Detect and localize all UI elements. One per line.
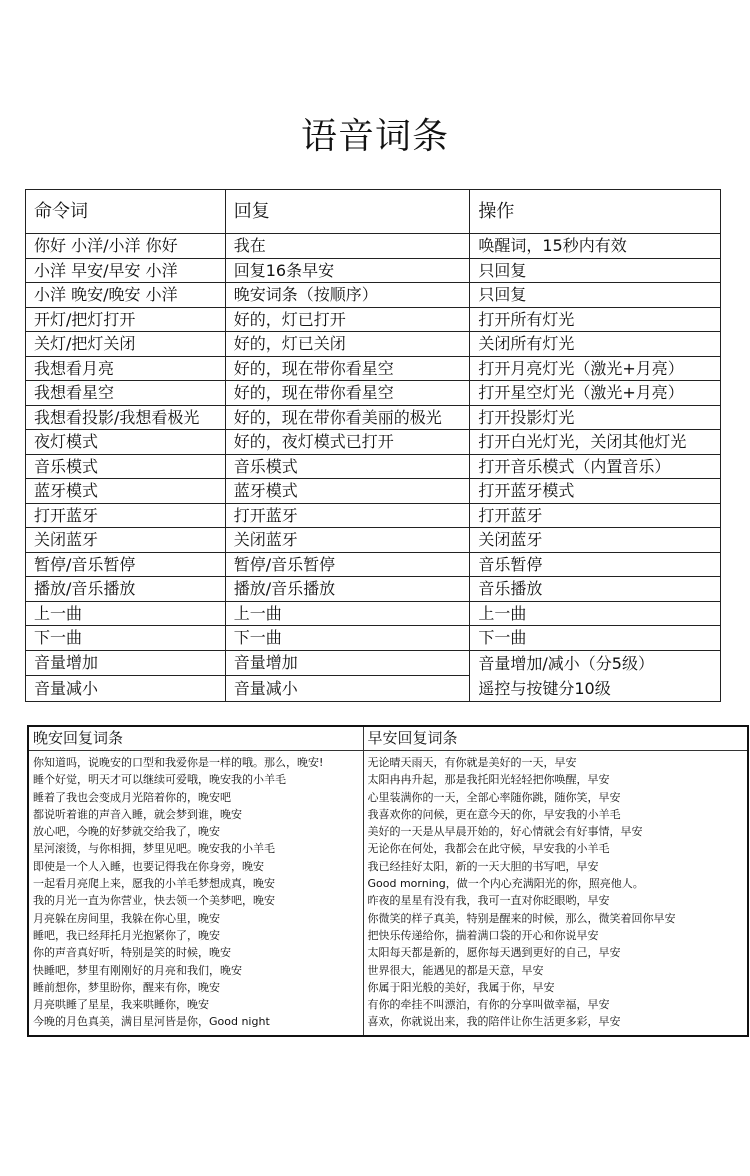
action-cell: 打开音乐模式（内置音乐） — [470, 454, 721, 479]
page-title: 语音词条 — [300, 116, 449, 157]
good-night-line: 月亮躲在房间里，我躲在你心里，晚安 — [33, 911, 220, 925]
action-cell: 只回复 — [470, 258, 721, 283]
table-row — [26, 479, 721, 504]
action-cell: 下一曲 — [470, 626, 721, 651]
good-morning-line: 喜欢，你就说出来，我的陪伴让你生活更多彩，早安 — [367, 1015, 621, 1029]
reply-header-row — [28, 726, 748, 751]
table-row — [26, 503, 721, 528]
good-night-line: 即使是一个人入睡，也要记得我在你身旁，晚安 — [33, 859, 264, 873]
table-row — [26, 258, 721, 283]
good-night-list — [28, 751, 363, 1036]
reply-body-row — [28, 751, 748, 1036]
header-command: 命令词 — [26, 190, 226, 234]
command-cell: 关闭蓝牙 — [26, 528, 226, 553]
command-cell: 音乐模式 — [26, 454, 226, 479]
volume-action-line: 遥控与按键分10级 — [478, 678, 611, 698]
command-cell: 我想看月亮 — [26, 356, 226, 381]
table-row — [26, 234, 721, 259]
action-cell: 音乐暂停 — [470, 552, 721, 577]
reply-cell: 关闭蓝牙 — [225, 528, 470, 553]
command-cell: 关灯/把灯关闭 — [26, 332, 226, 357]
table-row — [26, 577, 721, 602]
action-cell: 只回复 — [470, 283, 721, 308]
volume-action-cell — [470, 650, 721, 701]
good-night-line: 一起看月亮爬上来，愿我的小羊毛梦想成真，晚安 — [33, 877, 275, 891]
good-night-line: 月亮哄睡了星星，我来哄睡你，晚安 — [33, 998, 209, 1012]
command-cell: 开灯/把灯打开 — [26, 307, 226, 332]
reply-cell: 我在 — [225, 234, 470, 259]
command-cell: 夜灯模式 — [26, 430, 226, 455]
good-night-line: 睡前想你，梦里盼你，醒来有你，晚安 — [33, 980, 220, 994]
good-morning-line: 我已经挂好太阳，新的一天大胆的书写吧，早安 — [367, 859, 599, 873]
good-night-line: 我的月光一直为你营业，快去领一个美梦吧，晚安 — [33, 894, 275, 908]
action-cell: 唤醒词，15秒内有效 — [470, 234, 721, 259]
table-row — [26, 405, 721, 430]
command-cell: 小洋 早安/早安 小洋 — [26, 258, 226, 283]
header-reply: 回复 — [225, 190, 470, 234]
action-cell: 关闭所有灯光 — [470, 332, 721, 357]
table-row — [26, 356, 721, 381]
table-row — [26, 307, 721, 332]
good-night-line: 你知道吗，说晚安的口型和我爱你是一样的哦。那么，晚安! — [33, 756, 324, 769]
good-morning-line: 美好的一天是从早晨开始的，好心情就会有好事情，早安 — [367, 825, 643, 839]
table-row — [26, 454, 721, 479]
command-cell: 下一曲 — [26, 626, 226, 651]
command-cell: 我想看星空 — [26, 381, 226, 406]
command-cell: 打开蓝牙 — [26, 503, 226, 528]
good-morning-line: 太阳每天都是新的，愿你每天遇到更好的自己，早安 — [367, 946, 621, 960]
good-morning-list — [363, 751, 748, 1036]
reply-cell: 暂停/音乐暂停 — [225, 552, 470, 577]
action-cell: 音乐播放 — [470, 577, 721, 602]
action-cell: 上一曲 — [470, 601, 721, 626]
header-action: 操作 — [470, 190, 721, 234]
good-morning-line: 世界很大，能遇见的都是天意，早安 — [367, 963, 544, 977]
reply-cell: 好的，现在带你看星空 — [225, 381, 470, 406]
table-row — [26, 283, 721, 308]
table-row — [26, 332, 721, 357]
reply-cell: 好的，灯已打开 — [225, 307, 470, 332]
command-table — [25, 189, 721, 702]
reply-cell: 晚安词条（按顺序） — [225, 283, 470, 308]
command-cell: 蓝牙模式 — [26, 479, 226, 504]
good-night-line: 睡吧，我已经拜托月光抱紧你了，晚安 — [33, 928, 220, 942]
good-night-line: 快睡吧，梦里有刚刚好的月亮和我们，晚安 — [33, 963, 242, 977]
action-cell: 打开投影灯光 — [470, 405, 721, 430]
reply-cell: 蓝牙模式 — [225, 479, 470, 504]
volume-action-line: 音量增加/减小（分5级） — [478, 653, 654, 673]
reply-cell: 下一曲 — [225, 626, 470, 651]
action-cell: 打开蓝牙 — [470, 503, 721, 528]
reply-cell: 回复16条早安 — [225, 258, 470, 283]
good-morning-line: 你属于阳光般的美好，我属于你，早安 — [367, 980, 555, 994]
table-row — [26, 430, 721, 455]
good-night-line: 你的声音真好听，特别是笑的时候，晚安 — [33, 946, 231, 960]
good-morning-line: 心里装满你的一天，全部心率随你跳，随你笑，早安 — [367, 790, 621, 804]
good-morning-line: 太阳冉冉升起，那是我托阳光轻轻把你唤醒，早安 — [367, 773, 610, 787]
good-morning-line: 你微笑的样子真美，特别是醒来的时候，那么，微笑着回你早安 — [367, 911, 676, 925]
action-cell: 打开月亮灯光（激光+月亮） — [470, 356, 721, 381]
table-row — [26, 601, 721, 626]
good-morning-line: 有你的牵挂不叫漂泊，有你的分享叫做幸福，早安 — [367, 998, 610, 1012]
command-cell: 上一曲 — [26, 601, 226, 626]
good-night-line: 都说听着谁的声音入睡，就会梦到谁，晚安 — [33, 807, 242, 821]
table-row — [26, 552, 721, 577]
reply-cell: 音乐模式 — [225, 454, 470, 479]
reply-cell: 好的，现在带你看星空 — [225, 356, 470, 381]
table-row — [26, 381, 721, 406]
command-cell: 播放/音乐播放 — [26, 577, 226, 602]
reply-cell: 好的，现在带你看美丽的极光 — [225, 405, 470, 430]
reply-table — [27, 725, 749, 1037]
command-cell: 你好 小洋/小洋 你好 — [26, 234, 226, 259]
command-cell: 音量减小 — [26, 676, 226, 702]
command-cell: 音量增加 — [26, 650, 226, 676]
table-row — [26, 626, 721, 651]
reply-cell: 打开蓝牙 — [225, 503, 470, 528]
reply-cell: 好的，夜灯模式已打开 — [225, 430, 470, 455]
reply-cell: 音量减小 — [225, 676, 470, 702]
good-morning-line: 无论你在何处，我都会在此守候，早安我的小羊毛 — [367, 842, 610, 856]
good-morning-line: 我喜欢你的问候，更在意今天的你，早安我的小羊毛 — [367, 807, 621, 821]
reply-cell: 上一曲 — [225, 601, 470, 626]
command-cell: 我想看投影/我想看极光 — [26, 405, 226, 430]
good-morning-line: 把快乐传递给你，揣着满口袋的开心和你说早安 — [367, 928, 599, 942]
reply-cell: 音量增加 — [225, 650, 470, 676]
command-cell: 小洋 晚安/晚安 小洋 — [26, 283, 226, 308]
table-row — [26, 528, 721, 553]
header-good-night: 晚安回复词条 — [28, 726, 363, 751]
action-cell: 打开所有灯光 — [470, 307, 721, 332]
reply-cell: 播放/音乐播放 — [225, 577, 470, 602]
action-cell: 打开蓝牙模式 — [470, 479, 721, 504]
good-morning-line: 无论晴天雨天，有你就是美好的一天，早安 — [367, 756, 577, 769]
good-morning-line: 昨夜的星星有没有我，我可一直对你眨眼哟，早安 — [367, 894, 610, 908]
action-cell: 关闭蓝牙 — [470, 528, 721, 553]
table-row — [26, 650, 721, 676]
action-cell: 打开星空灯光（激光+月亮） — [470, 381, 721, 406]
good-night-line: 星河滚烫，与你相拥，梦里见吧。晚安我的小羊毛 — [33, 842, 275, 856]
reply-cell: 好的，灯已关闭 — [225, 332, 470, 357]
good-night-line: 睡个好觉，明天才可以继续可爱哦，晚安我的小羊毛 — [33, 773, 286, 787]
header-good-morning: 早安回复词条 — [363, 726, 748, 751]
table-header-row — [26, 190, 721, 234]
good-morning-line: Good morning，做一个内心充满阳光的你，照亮他人。 — [367, 877, 644, 891]
good-night-line: 睡着了我也会变成月光陪着你的，晚安吧 — [33, 790, 231, 804]
command-cell: 暂停/音乐暂停 — [26, 552, 226, 577]
good-night-line: 今晚的月色真美，满目星河皆是你，Good night — [33, 1015, 270, 1029]
action-cell: 打开白光灯光，关闭其他灯光 — [470, 430, 721, 455]
good-night-line: 放心吧，今晚的好梦就交给我了，晚安 — [33, 825, 220, 839]
